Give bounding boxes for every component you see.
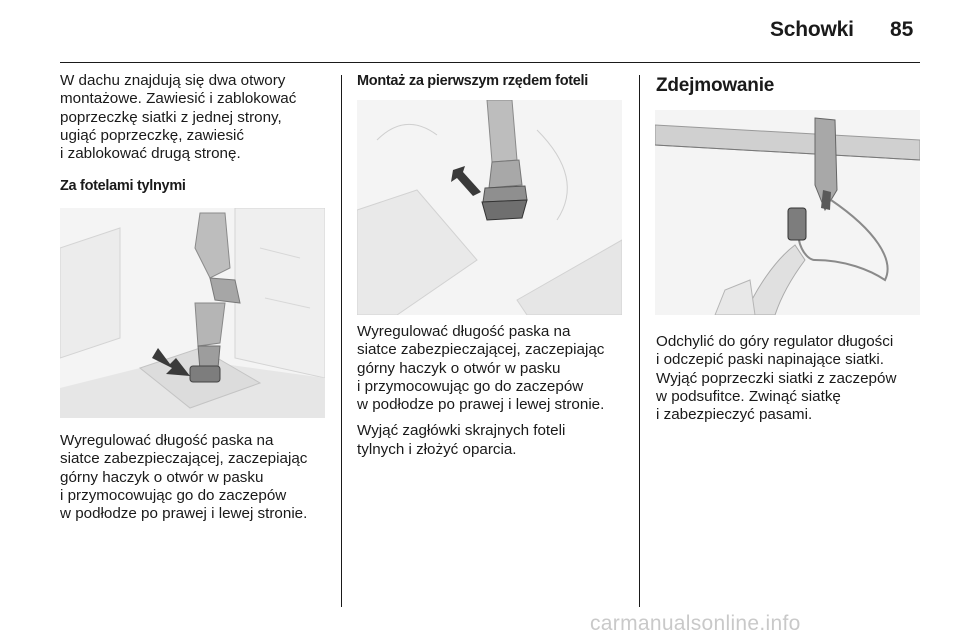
column-divider-right bbox=[639, 75, 640, 607]
subheading-front-seats: Montaż za pierwszym rzędem foteli bbox=[357, 73, 589, 89]
column-middle-caption bbox=[357, 323, 632, 467]
column-middle bbox=[357, 72, 632, 98]
intro-paragraph: W dachu znajdują się dwa otwory montażowe. Zawiesić i zablokować poprzeczkę siatki z jednej strony, ugiąć poprzeczkę, zawiesić i zablokować drugą stronę. bbox=[60, 72, 297, 163]
caption-front-seats: Wyregulować długość paska na siatce zabezpieczającej, zaczepiając górny haczyk o otwór w pasku i przymocowując go do zaczepów w podłodze po prawej i lewej stronie. bbox=[357, 323, 605, 414]
heading-removal: Zdejmowanie bbox=[656, 75, 775, 96]
column-right-caption bbox=[656, 333, 931, 432]
illustration-rear-seat-strap bbox=[60, 208, 325, 418]
caption-removal: Odchylić do góry regulator długości i odczepić paski napinające siatki. Wyjąć poprzeczki siatki z zaczepów w podsufitce. Zwinąć siatkę i zabezpieczyć pasami. bbox=[656, 333, 897, 424]
page-title: Schowki bbox=[770, 18, 854, 41]
illustration-removal bbox=[655, 110, 920, 315]
illustration-front-seat-strap bbox=[357, 100, 622, 315]
column-left bbox=[60, 72, 335, 204]
column-left-caption bbox=[60, 432, 335, 531]
header-divider bbox=[60, 62, 920, 63]
column-divider-left bbox=[341, 75, 342, 607]
subheading-rear-seats: Za fotelami tylnymi bbox=[60, 178, 186, 195]
column-right bbox=[656, 77, 931, 103]
page-number: 85 bbox=[890, 18, 914, 41]
caption-rear-seats: Wyregulować długość paska na siatce zabezpieczającej, zaczepiając górny haczyk o otwór w pasku i przymocowując go do zaczepów w podłodze po prawej i lewej stronie. bbox=[60, 432, 308, 523]
watermark-text: carmanualsonline.info bbox=[590, 612, 801, 635]
note-headrests: Wyjąć zagłówki skrajnych foteli tylnych i złożyć oparcia. bbox=[357, 422, 566, 458]
